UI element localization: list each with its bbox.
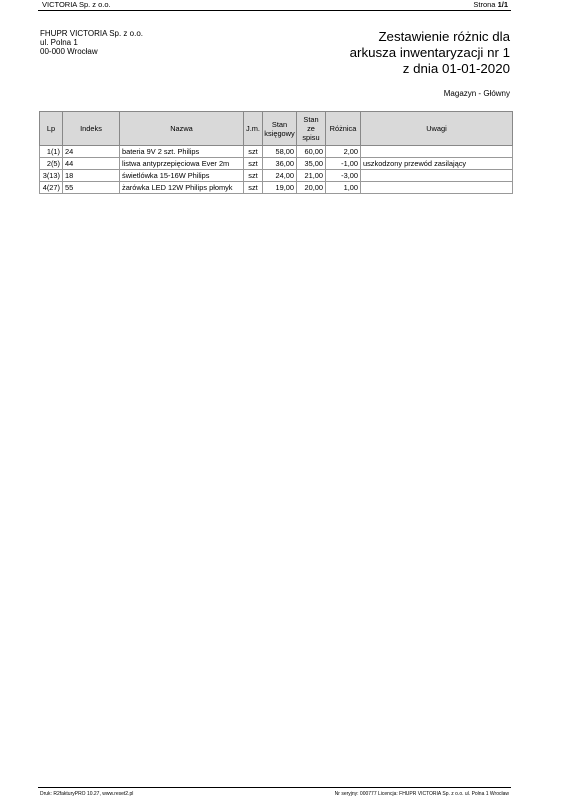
cell-lp: 2(5): [40, 158, 63, 170]
cell-stan-ksiegowy: 19,00: [263, 182, 297, 194]
header-stan-ksiegowy: [263, 112, 297, 146]
table-row: [40, 158, 513, 170]
table-row: [40, 146, 513, 158]
cell-uwagi: [361, 170, 513, 182]
cell-uwagi: [361, 146, 513, 158]
header-stan-spisu-line2: ze: [307, 124, 315, 133]
header-roznica: Różnica: [326, 112, 361, 146]
page-number-value: 1/1: [497, 0, 508, 9]
cell-uwagi: [361, 182, 513, 194]
address-line-1: FHUPR VICTORIA Sp. z o.o.: [40, 29, 143, 38]
cell-stan-spisu: 20,00: [297, 182, 326, 194]
cell-roznica: 2,00: [326, 146, 361, 158]
cell-roznica: -1,00: [326, 158, 361, 170]
cell-stan-ksiegowy: 24,00: [263, 170, 297, 182]
title-line-3: z dnia 01-01-2020: [402, 61, 510, 76]
title-line-1: Zestawienie różnic dla: [378, 29, 510, 44]
cell-indeks: 55: [63, 182, 120, 194]
cell-lp: 4(27): [40, 182, 63, 194]
footer-license-info: Nr seryjny: 000777 Licencja: FHUPR VICTORIA Sp. z o.o. ul. Polna 1 Wrocław: [334, 791, 509, 797]
header-stan-ksiegowy-line1: Stan: [271, 119, 288, 129]
cell-stan-spisu: 21,00: [297, 170, 326, 182]
cell-nazwa: żarówka LED 12W Philips płomyk: [120, 182, 244, 194]
header-indeks: Indeks: [63, 112, 120, 146]
header-jm: J.m.: [244, 112, 263, 146]
header-stan-spisu-line1: Stan: [303, 115, 319, 124]
cell-nazwa: listwa antyprzepięciowa Ever 2m: [120, 158, 244, 170]
cell-nazwa: świetlówka 15-16W Philips: [120, 170, 244, 182]
company-address: [40, 29, 143, 57]
cell-indeks: 24: [63, 146, 120, 158]
title-line-2: arkusza inwentaryzacji nr 1: [349, 45, 510, 60]
cell-lp: 1(1): [40, 146, 63, 158]
cell-roznica: -3,00: [326, 170, 361, 182]
address-line-2: ul. Polna 1: [40, 38, 78, 48]
cell-indeks: 44: [63, 158, 120, 170]
header-stan-ksiegowy-line2: księgowy: [264, 128, 295, 138]
header-lp: Lp: [40, 112, 63, 146]
cell-jm: szt: [244, 146, 263, 158]
inventory-differences-table: [39, 111, 513, 194]
page-number: [473, 0, 508, 9]
address-line-3: 00-000 Wrocław: [40, 47, 98, 57]
warehouse-label: Magazyn - Główny: [443, 89, 510, 98]
cell-roznica: 1,00: [326, 182, 361, 194]
cell-stan-spisu: 35,00: [297, 158, 326, 170]
cell-stan-ksiegowy: 58,00: [263, 146, 297, 158]
cell-indeks: 18: [63, 170, 120, 182]
footer-print-info: Druk: R2fakturyPRO 10.27, www.reset2.pl: [40, 791, 134, 797]
cell-uwagi: uszkodzony przewód zasilający: [361, 158, 513, 170]
page-header: [38, 0, 511, 11]
cell-nazwa: bateria 9V 2 szt. Philips: [120, 146, 244, 158]
table-row: [40, 170, 513, 182]
cell-jm: szt: [244, 158, 263, 170]
cell-lp: 3(13): [40, 170, 63, 182]
header-uwagi: Uwagi: [361, 112, 513, 146]
document-title: [350, 29, 510, 77]
table-row: [40, 182, 513, 194]
header-nazwa: Nazwa: [120, 112, 244, 146]
cell-stan-ksiegowy: 36,00: [263, 158, 297, 170]
page-footer: [38, 787, 511, 797]
cell-jm: szt: [244, 170, 263, 182]
header-company: VICTORIA Sp. z o.o.: [42, 0, 111, 9]
header-stan-spisu: [297, 112, 326, 146]
cell-stan-spisu: 60,00: [297, 146, 326, 158]
cell-jm: szt: [244, 182, 263, 194]
table-header-row: [40, 112, 513, 146]
page-label: Strona: [473, 0, 496, 9]
header-stan-spisu-line3: spisu: [302, 133, 320, 142]
